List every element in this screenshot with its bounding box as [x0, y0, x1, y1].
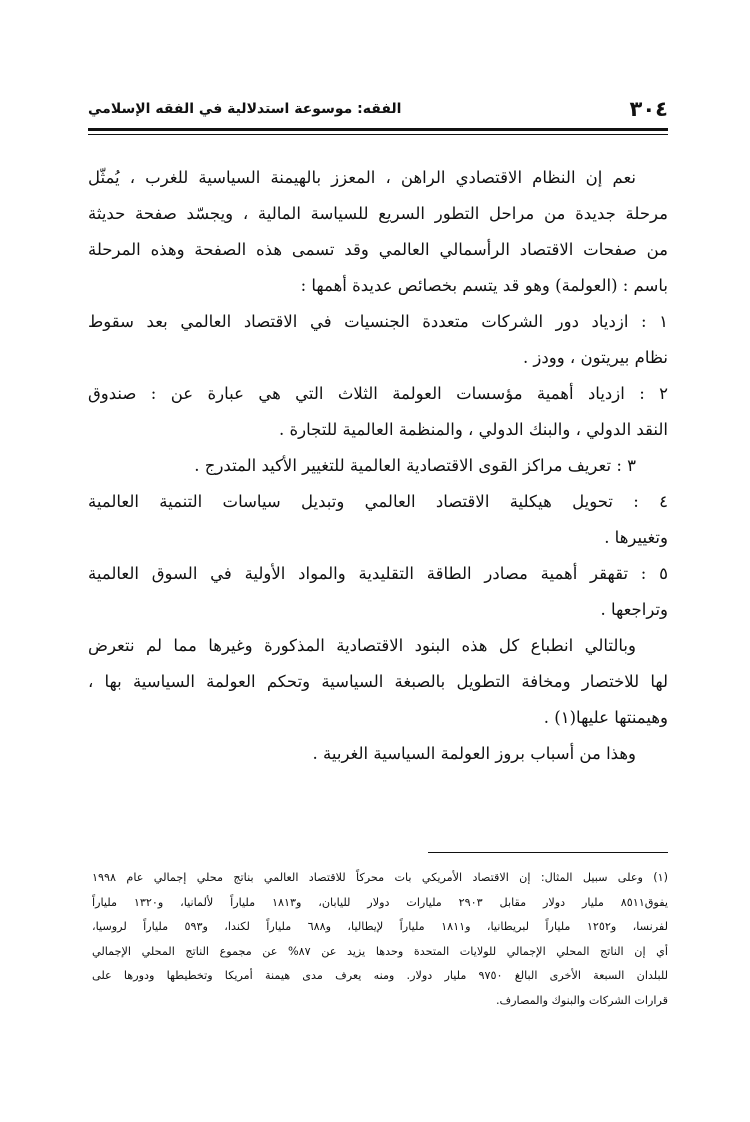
page-number: ٣٠٤	[629, 97, 668, 121]
paragraph-line: لها للاختصار ومخافة التطويل بالصبغة السياسية وتحكم العولمة السياسية بها ،	[88, 672, 668, 691]
list-item-line: ٢ : ازدياد أهمية مؤسسات العولمة الثلاث التي هي عبارة عن : صندوق	[88, 384, 668, 403]
footnote-line: لفرنسا، و١٢٥٢ ملياراً لبريطانيا، و١٨١١ ملياراً لإيطاليا، و٦٨٨ ملياراً لكندا، و٥٩٣ ملياراً لروسيا،	[92, 920, 668, 933]
main-text	[88, 160, 668, 772]
footnote-line: يفوق٨٥١١ مليار دولار مقابل ٢٩٠٣ مليارات دولار لليابان، و١٨١٣ ملياراً لألمانيا، و١٣٢٠ ملياراً	[92, 895, 668, 909]
footnote-line: أي إن الناتج المحلي الإجمالي للولايات المتحدة وحدها يزيد عن ٨٧% عن مجموع الناتج المحلي الإجمالي	[92, 944, 668, 958]
list-item-line: ٣ : تعريف مراكز القوى الاقتصادية العالمية للتغيير الأكيد المتدرج .	[194, 456, 636, 475]
footnote-separator	[428, 852, 668, 853]
paragraph-line: من صفحات الاقتصاد الرأسمالي العالمي وقد تسمى هذه الصفحة وهذه المرحلة	[88, 240, 668, 259]
header-rule-thin	[88, 134, 668, 135]
list-item-line: النقد الدولي ، والبنك الدولي ، والمنظمة العالمية للتجارة .	[279, 420, 668, 439]
footnotes	[92, 866, 668, 1013]
list-item-line: نظام بيريتون ، وودز .	[522, 348, 668, 367]
page-header	[88, 96, 668, 122]
footnote-line: (١) وعلى سبيل المثال: إن الاقتصاد الأمريكي بات محركاً للاقتصاد العالمي بناتج محلي إجمالي عام ١٩٩٨	[92, 871, 668, 884]
paragraph-line: وبالتالي انطباع كل هذه البنود الاقتصادية المذكورة وغيرها مما لم نتعرض	[88, 636, 636, 655]
list-item-line: ٥ : تقهقر أهمية مصادر الطاقة التقليدية والمواد الأولية في السوق العالمية	[88, 564, 668, 583]
footnote-line: للبلدان السبعة الأخرى البالغ ٩٧٥٠ مليار دولار. ومنه يعرف مدى هيمنة أمريكا وتخطيطها ودورها على	[92, 969, 668, 982]
header-rule-thick	[88, 128, 668, 131]
list-item-line: وتراجعها .	[600, 600, 668, 619]
list-item-line: ٤ : تحويل هيكلية الاقتصاد العالمي وتبديل سياسات التنمية العالمية	[88, 492, 668, 511]
list-item-line: ١ : ازدياد دور الشركات متعددة الجنسيات في الاقتصاد العالمي بعد سقوط	[88, 312, 668, 331]
paragraph-line: وهيمنتها عليها(١) .	[543, 708, 668, 727]
paragraph-line: مرحلة جديدة من مراحل التطور السريع للسياسة المالية ، ويجسّد صفحة حديثة	[88, 204, 668, 223]
footnote-line: قرارات الشركات والبنوك والمصارف.	[495, 993, 668, 1007]
paragraph-line: باسم : (العولمة) وهو قد يتسم بخصائص عديدة أهمها :	[300, 276, 668, 295]
paragraph-line: نعم إن النظام الاقتصادي الراهن ، المعزز بالهيمنة السياسية للغرب ، يُمثّل	[88, 168, 636, 187]
list-item-line: وتغييرها .	[604, 528, 668, 547]
running-title: الفقه: موسوعة استدلالية في الفقه الإسلامي	[88, 101, 402, 117]
paragraph-line: وهذا من أسباب بروز العولمة السياسية الغربية .	[312, 744, 636, 763]
